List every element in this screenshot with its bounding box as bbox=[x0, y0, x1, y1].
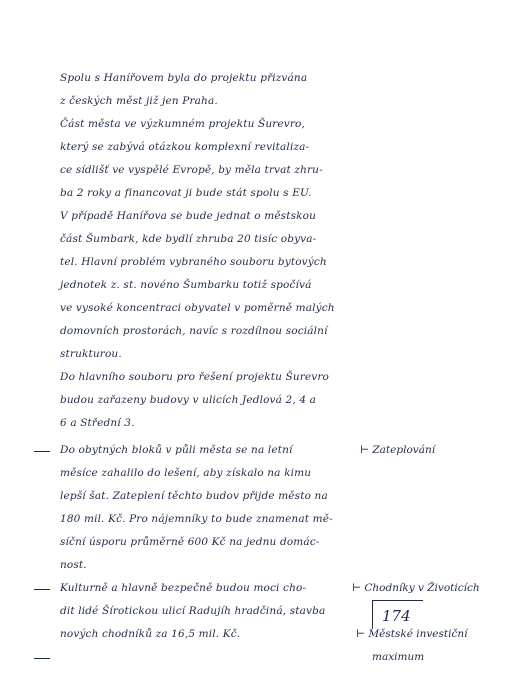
margin-dash bbox=[34, 658, 50, 659]
text-line: domovních prostorách, navíc s rozdílnou sociální bbox=[60, 325, 328, 337]
text-line: Spolu s Hanířovem byla do projektu přizvána bbox=[60, 72, 308, 84]
text-line: V případě Hanířova se bude jednat o městskou bbox=[60, 210, 317, 222]
margin-note-investment bbox=[356, 628, 467, 640]
text-line: Do obytných bloků v půli města se na letní bbox=[60, 444, 293, 456]
margin-note-insulation bbox=[360, 444, 435, 456]
text-line: z českých měst již jen Praha. bbox=[60, 95, 218, 107]
text-line: lepší šat. Zateplení těchto budov přijde město na bbox=[60, 490, 328, 502]
margin-note-text: Chodníky v Životicích bbox=[364, 582, 480, 594]
margin-dash-right: ⊢ bbox=[356, 628, 369, 640]
text-line: nost. bbox=[60, 559, 87, 571]
margin-note-text: Městské investiční bbox=[368, 628, 468, 640]
text-line: část Šumbark, kde bydlí zhruba 20 tisíc obyva- bbox=[60, 233, 317, 245]
margin-note-maximum: maximum bbox=[372, 651, 425, 663]
margin-dash bbox=[34, 589, 50, 590]
page-number: 174 bbox=[382, 607, 411, 625]
text-line: strukturou. bbox=[60, 348, 122, 360]
text-line: síční úsporu průměrně 600 Kč na jednu domác- bbox=[60, 536, 320, 548]
text-line: ve vysoké koncentraci obyvatel v poměrně malých bbox=[60, 302, 335, 314]
margin-note-sidewalks bbox=[352, 582, 480, 594]
text-line: ce sídlišť ve vyspělé Evropě, by měla trvat zhru- bbox=[60, 164, 323, 176]
text-line: tel. Hlavní problém vybraného souboru bytových bbox=[60, 256, 327, 268]
text-line: jednotek z. st. novéno Šumbarku totiž spočívá bbox=[60, 279, 312, 291]
text-line: budou zařazeny budovy v ulicích Jedlová 2, 4 a bbox=[60, 394, 317, 406]
text-line: 6 a Střední 3. bbox=[60, 417, 135, 429]
margin-note-text: Zateplování bbox=[372, 444, 436, 456]
margin-dash-right: ⊢ bbox=[352, 582, 365, 594]
text-line: nových chodníků za 16,5 mil. Kč. bbox=[60, 628, 241, 640]
text-line: měsíce zahalilo do lešení, aby získalo na kimu bbox=[60, 467, 312, 479]
text-line: ba 2 roky a financovat ji bude stát spolu s EU. bbox=[60, 187, 312, 199]
text-line: Do hlavního souboru pro řešení projektu Šurevro bbox=[60, 371, 329, 383]
margin-dash-right: ⊢ bbox=[360, 444, 373, 456]
margin-dash bbox=[34, 451, 50, 452]
text-line: Část města ve výzkumném projektu Šurevro, bbox=[60, 118, 306, 130]
text-line: který se zabývá otázkou komplexní revitaliza- bbox=[60, 141, 310, 153]
text-line: Kulturně a hlavně bezpečně budou moci cho- bbox=[60, 582, 307, 594]
text-line: dit lidé Šírotickou ulicí Radujíh hradčiná, stavba bbox=[60, 605, 326, 617]
text-line: 180 mil. Kč. Pro nájemníky to bude znamenat mě- bbox=[60, 513, 333, 525]
